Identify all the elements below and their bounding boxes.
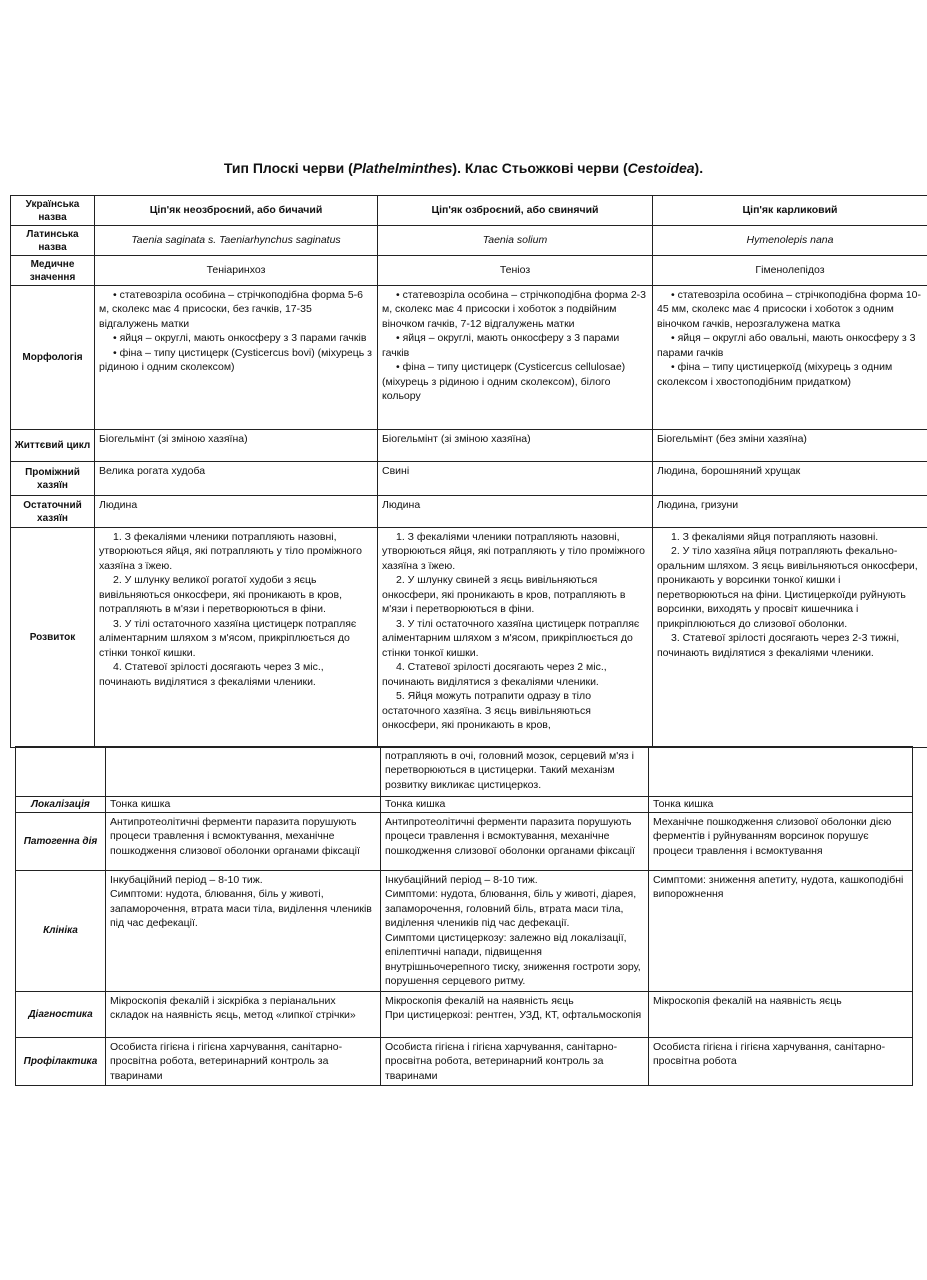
list-item: 4. Статевої зрілості досягають через 2 міс., починають виділятися з фекаліями членики. [382,661,607,688]
list-item: Інкубаційний період – 8-10 тиж. [385,874,538,886]
prevention-cell: Особиста гігієна і гігієна харчування, санітарно-просвітна робота, ветеринарний контроль за тваринами [381,1037,649,1085]
row-label: Патогенна дія [16,813,106,871]
development-cell [95,528,378,748]
table-row [11,196,927,226]
prevention-cell: Особиста гігієна і гігієна харчування, санітарно-просвітна робота [649,1037,913,1085]
page-title: Тип Плоскі черви (Plathelminthes). Клас Стьожкові черви (Cestoidea). [223,160,704,176]
life-cycle-cell: Біогельмінт (без зміни хазяїна) [653,430,927,462]
list-item: 1. З фекаліями членики потрапляють назовні, утворюються яйця, які потрапляють у тіло проміжного хазяїна з їжею. [99,531,362,572]
species-ukr-name: Ціп'як озброєний, або свинячий [378,196,653,226]
list-item: 3. У тілі остаточного хазяїна цистицерк потрапляє аліментарним шляхом з м'ясом, прикріплюється до стінки тонкої кишки. [99,617,357,659]
list-item: Симптоми: нудота, блювання, біль у животі, запаморочення, втрата маси тіла, виділення члеників під час дефекації. [110,888,372,930]
row-label: Профілактика [16,1037,106,1085]
table-row [16,813,913,871]
list-item: • фіна – типу цистицеркоїд (міхурець з одним сколексом і хвостоподібним придатком) [657,361,893,388]
list-item: • яйця – округлі або овальні, мають онкосферу з 3 парами гачків [657,332,916,359]
table-row [16,747,913,797]
localization-cell: Тонка кишка [381,797,649,813]
list-item: • яйця – округлі, мають онкосферу з 3 парами гачків [113,332,367,345]
row-label: Клініка [16,871,106,992]
table-row [11,496,927,528]
definitive-host-cell: Людина [95,496,378,528]
pathogenic-cell: Антипротеолітичні ферменти паразита порушують процеси травлення і всмоктування, механічне пошкодження слизової оболонки органами фіксації [381,813,649,871]
morphology-cell [95,286,378,430]
table-row [16,871,913,992]
list-item: 2. У тіло хазяїна яйця потрапляють фекально-оральним шляхом. З яєць вивільняються онкосфери, проникають у ворсинки тонкої кишки і перетворюються на фіни. Цистицеркоїди руйнують ворсинки, виходять у просвіт кишечника і прикріплюються до слизової оболонки. [657,545,918,630]
list-item: 5. Яйця можуть потрапити одразу в тіло остаточного хазяїна. З яєць вивільняються онкосфери, які проникають в кров, [382,690,592,732]
development-continuation [106,747,381,797]
life-cycle-cell: Біогельмінт (зі зміною хазяїна) [95,430,378,462]
row-label: Українська назва [11,196,95,226]
disease-name: Теніаринхоз [95,256,378,286]
morphology-cell [653,286,927,430]
row-label: Життєвий цикл [11,430,95,462]
development-continuation: потрапляють в очі, головний мозок, серцевий м'яз і перетворюються в цистицерки. Такий механізм розвитку викликає цистицеркоз. [381,747,649,797]
list-item: 2. У шлунку великої рогатої худоби з яєць вивільняються онкосфери, які проникають в кров, потрапляють в м'язи і перетворюються в фіни. [99,574,342,616]
clinic-cell [649,871,913,992]
list-item: 3. У тілі остаточного хазяїна цистицерк потрапляє аліментарним шляхом з м'ясом, прикріплюється до стінки тонкої кишки. [382,617,640,659]
cestoidea-table-part-2 [15,746,913,1086]
list-item: Інкубаційний період – 8-10 тиж. [110,874,263,886]
row-label: Морфологія [11,286,95,430]
list-item: 1. З фекаліями яйця потрапляють назовні. [671,531,879,543]
table-row [11,528,927,748]
localization-cell: Тонка кишка [106,797,381,813]
disease-name: Гіменолепідоз [653,256,927,286]
table-row [16,1037,913,1085]
clinic-cell [381,871,649,992]
row-label: Остаточний хазяїн [11,496,95,528]
table-row [11,226,927,256]
disease-name: Теніоз [378,256,653,286]
list-item: • статевозріла особина – стрічкоподібна форма 10-45 мм, сколекс має 4 присоски і хоботок з одним віночком гачків, нерозгалужена матка [657,289,922,330]
row-label: Розвиток [11,528,95,748]
row-label: Латинська назва [11,226,95,256]
morphology-cell [378,286,653,430]
list-item: Симптоми цистицеркозу: залежно від локалізації, епілептичні напади, підвищення внутрішньочерепного тиску, зниження гостроти зору, порушення серцевого ритму. [385,931,641,988]
table-row [11,462,927,496]
intermediate-host-cell: Людина, борошняний хрущак [653,462,927,496]
list-item: 1. З фекаліями членики потрапляють назовні, утворюються яйця, які потрапляють у тіло проміжного хазяїна з їжею. [382,531,645,572]
table-row [16,797,913,813]
list-item: • фіна – типу цистицерк (Cysticercus bovi) (міхурець з рідиною і одним сколексом) [99,346,372,374]
list-item: • статевозріла особина – стрічкоподібна форма 2-3 м, сколекс має 4 присоски і хоботок з подвійним віночком гачків, 7-12 відгалужень матки [382,289,647,330]
diagnostics-cell: Мікроскопія фекалій на наявність яєць [649,991,913,1037]
development-continuation [649,747,913,797]
diagnostics-cell: Мікроскопія фекалій і зіскрібка з періанальних складок на наявність яєць, метод «липкої стрічки» [106,991,381,1037]
development-cell [378,528,653,748]
list-item: Симптоми: зниження апетиту, нудота, кашкоподібні випорожнення [653,874,904,901]
species-latin-name: Hymenolepis nana [653,226,927,256]
table-row [16,991,913,1037]
prevention-cell: Особиста гігієна і гігієна харчування, санітарно-просвітна робота, ветеринарний контроль за тваринами [106,1037,381,1085]
list-item: • статевозріла особина – стрічкоподібна форма 5-6 м, сколекс має 4 присоски, без гачків, 17-35 відгалужень матки [99,289,364,330]
localization-cell: Тонка кишка [649,797,913,813]
species-latin-name: Taenia solium [378,226,653,256]
empty-cell [16,747,106,797]
row-label: Проміжний хазяїн [11,462,95,496]
list-item: • фіна – типу цистицерк (Cysticercus cellulosae) (міхурець з рідиною і одним сколексом), білого кольору [382,361,626,403]
cestoidea-table-part-1 [10,195,927,748]
species-latin-name: Taenia saginata s. Taeniarhynchus saginatus [95,226,378,256]
development-cell [653,528,927,748]
row-label: Локалізація [16,797,106,813]
list-item: Симптоми: нудота, блювання, біль у животі, діарея, запаморочення, головний біль, втрата маси тіла, виділення члеників під час дефекації. [385,888,637,930]
table-row [11,430,927,462]
pathogenic-cell: Антипротеолітичні ферменти паразита порушують процеси травлення і всмоктування, механічне пошкодження слизової оболонки органами фіксації [106,813,381,871]
clinic-cell [106,871,381,992]
definitive-host-cell: Людина [378,496,653,528]
list-item: 2. У шлунку свиней з яєць вивільняються онкосфери, які проникають в кров, потрапляють в м'язи і перетворюються в фіни. [382,574,626,616]
definitive-host-cell: Людина, гризуни [653,496,927,528]
row-label: Діагностика [16,991,106,1037]
row-label: Медичне значення [11,256,95,286]
life-cycle-cell: Біогельмінт (зі зміною хазяїна) [378,430,653,462]
pathogenic-cell: Механічне пошкодження слизової оболонки дією ферментів і руйнуванням ворсинок порушує процеси травлення і всмоктування [649,813,913,871]
species-ukr-name: Ціп'як карликовий [653,196,927,226]
species-ukr-name: Ціп'як неозброєний, або бичачий [95,196,378,226]
intermediate-host-cell: Велика рогата худоба [95,462,378,496]
list-item: 4. Статевої зрілості досягають через 3 міс., починають виділятися з фекаліями членики. [99,661,324,688]
table-row [11,256,927,286]
list-item: 3. Статевої зрілості досягають через 2-3 тижні, починають виділятися з фекаліями членики. [657,632,900,659]
diagnostics-cell: Мікроскопія фекалій на наявність яєць При цистицеркозі: рентген, УЗД, КТ, офтальмоскопія [381,991,649,1037]
table-row [11,286,927,430]
intermediate-host-cell: Свині [378,462,653,496]
list-item: • яйця – округлі, мають онкосферу з 3 парами гачків [382,332,620,359]
